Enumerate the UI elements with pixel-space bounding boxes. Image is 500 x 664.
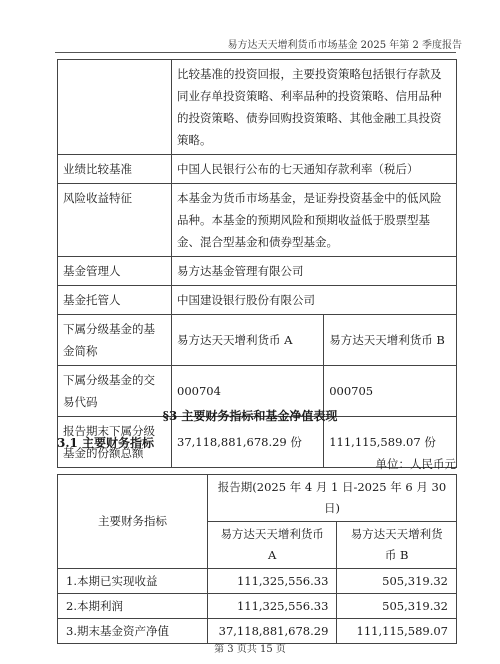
row-value-a: 111,325,556.33	[208, 569, 337, 594]
table-row	[58, 315, 457, 366]
table-row	[58, 60, 457, 155]
indicator-header: 主要财务指标	[58, 475, 208, 569]
row-value-b: 505,319.32	[337, 569, 457, 594]
row-value-a: 111,325,556.33	[208, 594, 337, 619]
table-row	[58, 594, 457, 619]
section-title: §3 主要财务指标和基金净值表现	[162, 409, 338, 423]
period-header: 报告期(2025 年 4 月 1 日-2025 年 6 月 30 日)	[208, 475, 457, 522]
code-b: 000705	[324, 366, 457, 417]
code-a: 000704	[172, 366, 324, 417]
table-row	[58, 286, 457, 315]
table-cell	[58, 60, 172, 155]
row-value-a: 37,118,881,678.29	[208, 619, 337, 644]
risk-value: 本基金为货币市场基金，是证券投资基金中的低风险品种。本基金的预期风险和预期收益低于股票型基金、混合型基金和债券型基金。	[172, 184, 457, 257]
subfund-name-label: 下属分级基金的基金简称	[58, 315, 172, 366]
table-row	[58, 184, 457, 257]
benchmark-value: 中国人民银行公布的七天通知存款利率（税后）	[172, 155, 457, 184]
row-label: 1.本期已实现收益	[58, 569, 208, 594]
strategy-cell: 比较基准的投资回报，主要投资策略包括银行存款及同业存单投资策略、利率品种的投资策略、信用品种的投资策略、债券回购投资策略、其他金融工具投资策略。	[172, 60, 457, 155]
page-header: 易方达天天增利货币市场基金 2025 年第 2 季度报告	[227, 40, 462, 51]
table-row	[58, 155, 457, 184]
row-value-b: 111,115,589.07	[337, 619, 457, 644]
table-row	[58, 569, 457, 594]
custodian-value: 中国建设银行股份有限公司	[172, 286, 457, 315]
page-footer: 第 3 页共 15 页	[214, 644, 286, 655]
shares-b: 111,115,589.07 份	[324, 417, 457, 468]
custodian-label: 基金托管人	[58, 286, 172, 315]
benchmark-label: 业绩比较基准	[58, 155, 172, 184]
unit-label: 单位：人民币元	[375, 457, 456, 471]
risk-label: 风险收益特征	[58, 184, 172, 257]
subsection-title: 3.1 主要财务指标	[57, 436, 155, 450]
subfund-a-name: 易方达天天增利货币 A	[172, 315, 324, 366]
shares-label: 报告期末下属分级基金的份额总额	[58, 417, 172, 468]
header-rule	[55, 52, 456, 53]
financial-indicators-table	[57, 474, 457, 644]
row-label: 3.期末基金资产净值	[58, 619, 208, 644]
col-a-header: 易方达天天增利货币 A	[208, 522, 337, 569]
code-label: 下属分级基金的交易代码	[58, 366, 172, 417]
table-row	[58, 475, 457, 522]
shares-a: 37,118,881,678.29 份	[172, 417, 324, 468]
table-row	[58, 257, 457, 286]
row-label: 2.本期利润	[58, 594, 208, 619]
row-value-b: 505,319.32	[337, 594, 457, 619]
subfund-b-name: 易方达天天增利货币 B	[324, 315, 457, 366]
manager-value: 易方达基金管理有限公司	[172, 257, 457, 286]
col-b-header: 易方达天天增利货币 B	[337, 522, 457, 569]
manager-label: 基金管理人	[58, 257, 172, 286]
